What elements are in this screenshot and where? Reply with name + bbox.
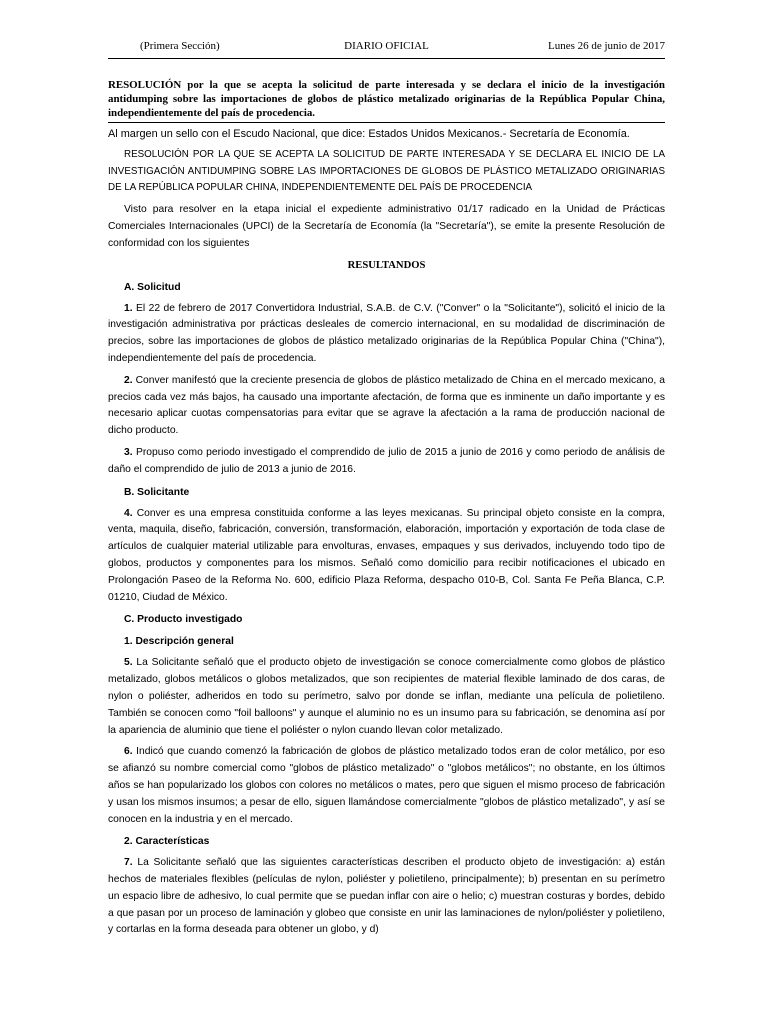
section-heading-b: B. Solicitante: [124, 486, 190, 498]
paragraph-text: Indicó que cuando comenzó la fabricación de globos de plástico metalizado todos eran de color metálico, por eso se afianzó su nombre comercial como "globos de plástico metalizado" o "globos metálicos"; no obstante, en los últimos años se han popularizado los globos con colores no metálicos o mates, pero que siguen el mismo proceso de fabricación y usan los mismos insumos; a pesar de ello, siguen llamándose comercialmente "globos de plástico metalizado", y así se conocen en la industria y en el mercado.: [108, 746, 665, 825]
paragraph-4: [108, 506, 665, 607]
intro-paragraph: Visto para resolver en la etapa inicial el expediente administrativo 01/17 radicado en la Unidad de Prácticas Comerciales Internacionales (UPCI) de la Secretaría de Economía (la "Secretaría"), se emite la presente Resolución de conformidad con los siguientes: [108, 204, 665, 249]
header-divider: [108, 58, 665, 59]
paragraph-text: La Solicitante señaló que las siguientes características describen el producto objeto de investigación: a) están hechos de materiales flexibles (películas de nylon, poliéster y polietileno, principalmente); b) presentan en su perímetro un espacio libre de adhesivo, lo cual permite que se puedan inflar con aire o helio; c) muestran costuras y bordes, debido a que pasan por un proceso de laminación y globeo que consiste en unir las laminaciones de nylon/poliéster y polietileno, y cortarlas en la forma deseada para obtener un globo, y d): [108, 857, 665, 936]
section-heading-a: A. Solicitud: [124, 281, 181, 293]
subsection-heading-c2: 2. Características: [124, 836, 210, 848]
paragraph-number: 6.: [124, 746, 133, 758]
resultandos-heading: RESULTANDOS: [347, 259, 426, 271]
paragraph-3: [108, 445, 665, 479]
paragraph-number: 5.: [124, 657, 133, 669]
paragraph-number: 7.: [124, 857, 133, 869]
paragraph-number: 1.: [124, 302, 133, 314]
resolution-title: RESOLUCIÓN por la que se acepta la solicitud de parte interesada y se declara el inicio de la investigación antidumping sobre las importaciones de globos de plástico metalizado originarias de la República Popular China, independientemente del país de procedencia.: [108, 79, 665, 119]
document-page: [108, 40, 665, 939]
paragraph-number: 4.: [124, 507, 133, 519]
paragraph-text: La Solicitante señaló que el producto objeto de investigación se conoce comercialmente como globos de plástico metalizado, globos metálicos o globos metalizados, que son recipientes de material flexible laminado de dos caras, de nylon o poliéster, adheridos en todo su perímetro, salvo por donde se inflan, mediante una película de polietileno. También se conocen como "foil balloons" y aunque el aluminio no es un insumo para su fabricación, se denomina así por la apariencia de aluminio que tiene el poliéster o nylon cuando llevan color metalizado.: [108, 657, 665, 736]
header-section-label: (Primera Sección): [140, 40, 220, 52]
paragraph-text: El 22 de febrero de 2017 Convertidora Industrial, S.A.B. de C.V. ("Conver" o la "Solicitante"), solicitó el inicio de la investigación administrativa por prácticas desleales de comercio internacional, en su modalidad de discriminación de precios, sobre las importaciones de globos de plástico metalizado originarias de la República Popular China ("China"), independientemente del país de procedencia.: [108, 302, 665, 364]
header-publication-name: DIARIO OFICIAL: [344, 40, 429, 52]
paragraph-text: Conver es una empresa constituida conforme a las leyes mexicanas. Su principal objeto consiste en la compra, venta, maquila, diseño, fabricación, conversión, transformación, elaboración, importación y exportación de toda clase de artículos de cualquier material utilizable para envolturas, envases, empaques y sus derivados, incluyendo todo tipo de globos, productos y componentes para los mismos. Señaló como domicilio para recibir notificaciones el ubicado en Prolongación Paseo de la Reforma No. 600, edificio Plaza Reforma, despacho 010-B, Col. Santa Fe Peña Blanca, C.P. 01210, Ciudad de México.: [108, 507, 665, 603]
paragraph-1: [108, 301, 665, 368]
header-date: Lunes 26 de junio de 2017: [547, 40, 665, 52]
caps-title: RESOLUCIÓN POR LA QUE SE ACEPTA LA SOLICITUD DE PARTE INTERESADA Y SE DECLARA EL INICIO DE LA INVESTIGACIÓN ANTIDUMPING SOBRE LAS IMPORTACIONES DE GLOBOS DE PLÁSTICO METALIZADO ORIGINARIAS DE LA REPÚBLICA POPULAR CHINA, INDEPENDIENTEMENTE DEL PAÍS DE PROCEDENCIA: [108, 148, 665, 194]
paragraph-5: [108, 655, 665, 739]
paragraph-6: [108, 744, 665, 828]
subsection-heading-c1: 1. Descripción general: [124, 636, 234, 648]
paragraph-text: Conver manifestó que la creciente presencia de globos de plástico metalizado de China en el mercado mexicano, a precios cada vez más bajos, ha causado una importante afectación, de forma que es inminente un daño importante y es necesario aplicar cuotas compensatorias para evitar que se agrave la afectación a la rama de producción nacional de dicho producto.: [108, 374, 665, 437]
paragraph-number: 3.: [124, 446, 133, 458]
paragraph-text: Propuso como periodo investigado el comprendido de julio de 2015 a junio de 2016 y como periodo de análisis de daño el comprendido de julio de 2013 a junio de 2016.: [108, 446, 665, 475]
running-header: [108, 40, 665, 56]
paragraph-number: 2.: [124, 374, 133, 386]
margin-note: Al margen un sello con el Escudo Nacional, que dice: Estados Unidos Mexicanos.- Secretaría de Economía.: [108, 128, 630, 140]
title-divider: [108, 122, 665, 123]
paragraph-7: [108, 855, 665, 939]
section-heading-c: C. Producto investigado: [124, 614, 243, 626]
paragraph-2: [108, 373, 665, 440]
